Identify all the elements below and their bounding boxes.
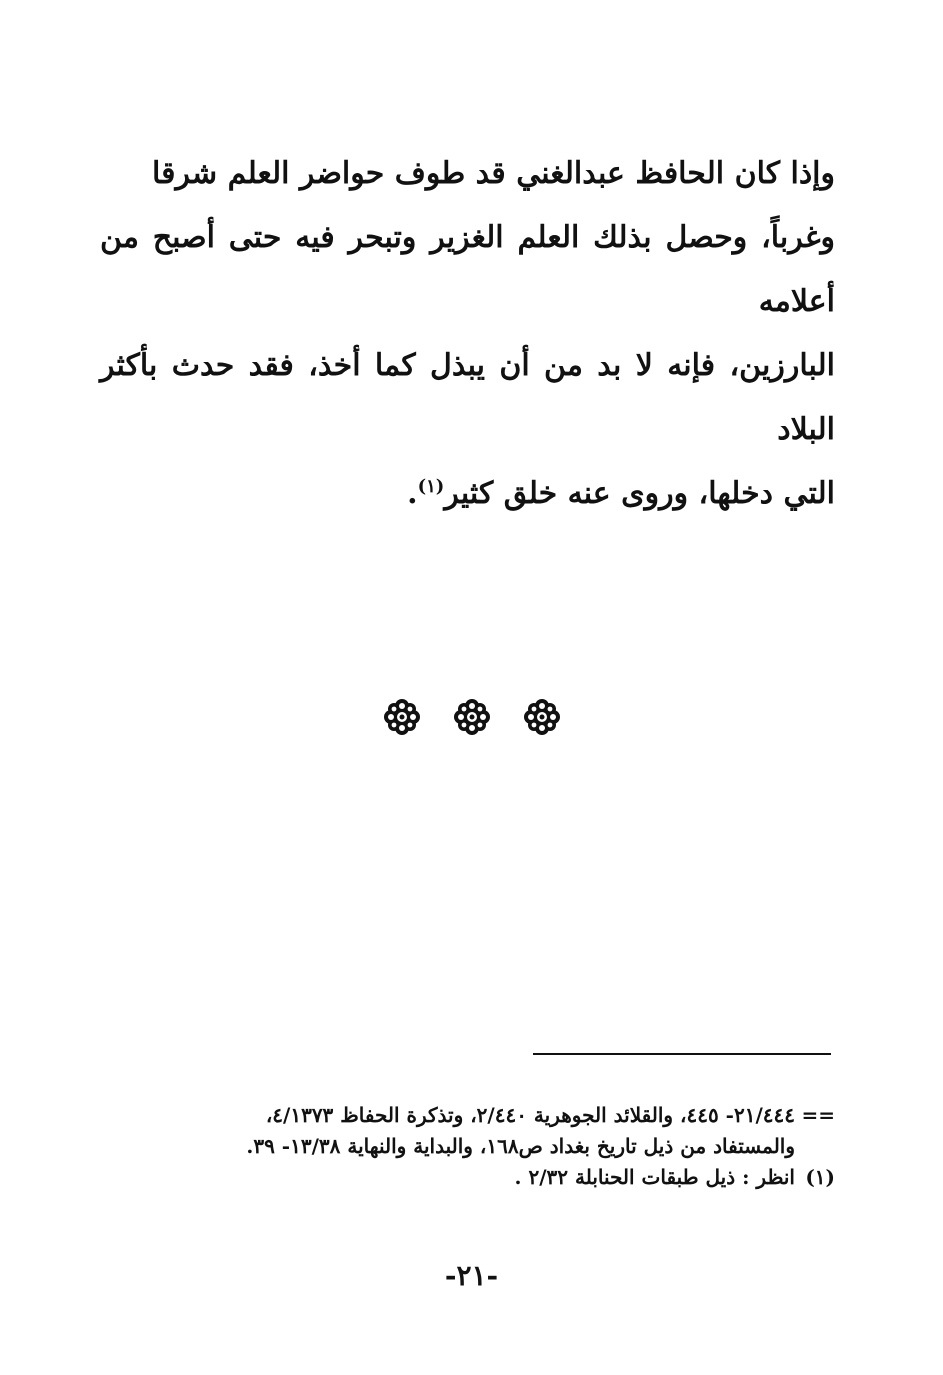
final-punctuation: .	[407, 476, 418, 511]
main-paragraph	[100, 142, 835, 526]
footnote-continuation-line-2: والمستفاد من ذيل تاريخ بغداد ص١٦٨، والبداية والنهاية ١٣/٣٨- ٣٩.	[246, 1134, 795, 1158]
paragraph-line-4-text: التي دخلها، وروى عنه خلق كثير	[444, 476, 835, 511]
flower-ornament-icon	[382, 697, 422, 737]
footnote-continuation-line-1	[100, 1100, 835, 1131]
footnote-reference: (١)	[417, 476, 445, 497]
page-number: -٢١-	[444, 1259, 499, 1292]
footnote-separator-rule	[533, 1053, 831, 1055]
flower-ornament-icon	[452, 697, 492, 737]
footnote-continuation-text-1: ٢١/٤٤٤- ٤٤٥، والقلائد الجوهرية ٢/٤٤٠، وتذكرة الحفاظ ٤/١٣٧٣،	[265, 1103, 795, 1127]
footnote-1-marker: (١)	[805, 1165, 835, 1189]
section-divider-ornaments	[0, 697, 943, 741]
footnote-1	[100, 1162, 835, 1193]
paragraph-line-2: وغرباً، وحصل بذلك العلم الغزير وتبحر فيه حتى أصبح من أعلامه	[100, 220, 835, 319]
footnote-1-text: انظر : ذيل طبقات الحنابلة ٢/٣٢ .	[514, 1165, 795, 1189]
footnotes	[100, 1100, 835, 1193]
paragraph-line-4	[100, 462, 835, 526]
paragraph-line-1: وإذا كان الحافظ عبدالغني قد طوف حواضر العلم شرقا	[151, 156, 835, 191]
flower-ornament-icon	[522, 697, 562, 737]
footnote-continuation-marker: ==	[801, 1103, 835, 1127]
paragraph-line-3: البارزين، فإنه لا بد من أن يبذل كما أخذ، فقد حدث بأكثر البلاد	[100, 348, 835, 447]
